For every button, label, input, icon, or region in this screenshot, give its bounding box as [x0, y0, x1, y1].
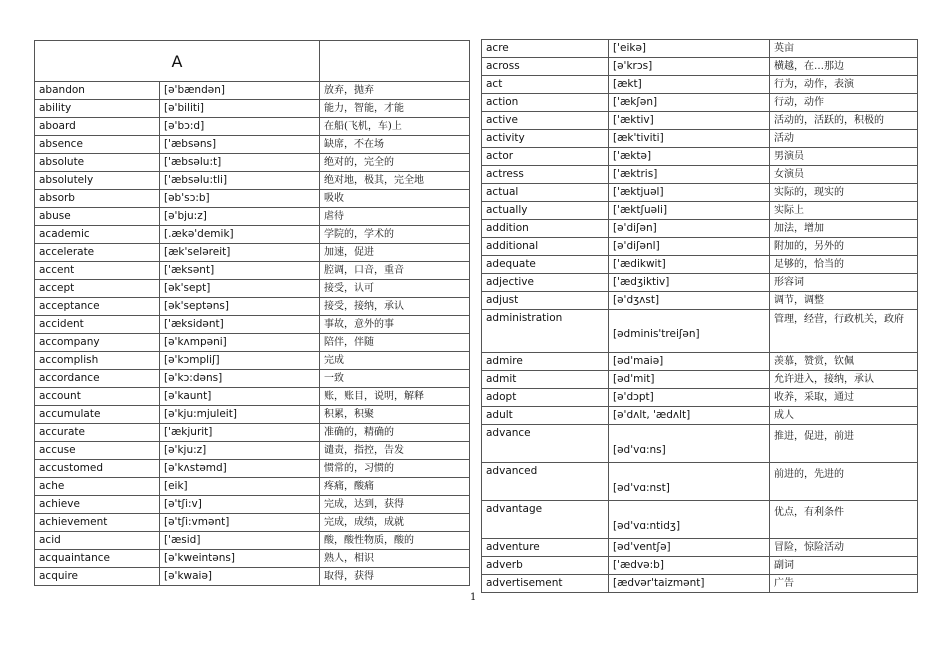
vocab-meaning: 允许进入，接纳，承认 [770, 371, 918, 389]
vocab-word: achievement [35, 514, 160, 532]
vocab-row [482, 40, 918, 58]
vocab-word: accompany [35, 334, 160, 352]
vocab-row [35, 208, 470, 226]
vocab-meaning: 事故，意外的事 [320, 316, 470, 334]
vocab-word: adjust [482, 292, 609, 310]
vocab-meaning: 前进的，先进的 [770, 463, 918, 501]
vocab-phonetic: ['ædʒiktiv] [609, 274, 770, 292]
vocab-meaning: 放弃，抛弃 [320, 82, 470, 100]
vocab-word: absence [35, 136, 160, 154]
vocab-row [35, 244, 470, 262]
vocab-word: admit [482, 371, 609, 389]
vocab-row [35, 154, 470, 172]
vocab-row [35, 388, 470, 406]
vocab-phonetic: ['æsid] [160, 532, 320, 550]
vocab-meaning: 接受，认可 [320, 280, 470, 298]
vocab-meaning: 惯常的，习惯的 [320, 460, 470, 478]
vocab-meaning: 横越，在…那边 [770, 58, 918, 76]
vocab-word: additional [482, 238, 609, 256]
vocab-word: advertisement [482, 575, 609, 593]
vocab-meaning: 加法，增加 [770, 220, 918, 238]
vocab-word: abuse [35, 208, 160, 226]
vocab-word: actual [482, 184, 609, 202]
vocab-phonetic: [ə'kʌstəmd] [160, 460, 320, 478]
vocab-meaning: 绝对地，极其，完全地 [320, 172, 470, 190]
vocab-meaning: 酸，酸性物质，酸的 [320, 532, 470, 550]
vocab-word: active [482, 112, 609, 130]
vocab-meaning: 管理，经营，行政机关，政府 [770, 310, 918, 353]
vocab-word: achieve [35, 496, 160, 514]
vocab-word: accomplish [35, 352, 160, 370]
vocab-meaning: 准确的，精确的 [320, 424, 470, 442]
vocab-word: accept [35, 280, 160, 298]
vocab-meaning: 能力，智能，才能 [320, 100, 470, 118]
vocab-meaning: 虐待 [320, 208, 470, 226]
vocab-phonetic: [eik] [160, 478, 320, 496]
vocab-row [35, 226, 470, 244]
vocab-row [482, 407, 918, 425]
vocab-meaning: 活动的，活跃的，积极的 [770, 112, 918, 130]
vocab-word: absorb [35, 190, 160, 208]
vocab-phonetic: [əd'maiə] [609, 353, 770, 371]
vocab-word: across [482, 58, 609, 76]
vocab-word: accuse [35, 442, 160, 460]
vocab-row [482, 166, 918, 184]
vocab-phonetic: ['eikə] [609, 40, 770, 58]
vocab-word: accelerate [35, 244, 160, 262]
vocab-row [482, 463, 918, 501]
vocab-row [35, 262, 470, 280]
vocab-row [35, 172, 470, 190]
vocab-word: ache [35, 478, 160, 496]
vocab-phonetic: [ə'bændən] [160, 82, 320, 100]
vocab-phonetic: [ə'bju:z] [160, 208, 320, 226]
vocab-row [35, 496, 470, 514]
vocab-meaning: 在船(飞机，车)上 [320, 118, 470, 136]
vocab-word: addition [482, 220, 609, 238]
vocab-meaning: 足够的，恰当的 [770, 256, 918, 274]
section-header-row [35, 41, 470, 82]
vocab-table-left [34, 40, 470, 586]
vocab-meaning: 女演员 [770, 166, 918, 184]
vocab-row [482, 130, 918, 148]
vocab-phonetic: [əd'vɑ:ntidʒ] [609, 501, 770, 539]
vocab-row [482, 238, 918, 256]
vocab-row [482, 76, 918, 94]
vocab-word: admire [482, 353, 609, 371]
vocab-word: adjective [482, 274, 609, 292]
vocab-meaning: 腔调，口音，重音 [320, 262, 470, 280]
vocab-phonetic: [ə'biliti] [160, 100, 320, 118]
vocab-phonetic: [ə'kwaiə] [160, 568, 320, 586]
vocab-phonetic: ['æktə] [609, 148, 770, 166]
vocab-phonetic: [ə'kɔ:dəns] [160, 370, 320, 388]
vocab-meaning: 缺席，不在场 [320, 136, 470, 154]
vocab-word: acquire [35, 568, 160, 586]
vocab-meaning: 调节，调整 [770, 292, 918, 310]
vocab-row [482, 292, 918, 310]
vocab-phonetic: [æk'tiviti] [609, 130, 770, 148]
vocab-meaning: 账，账目，说明，解释 [320, 388, 470, 406]
vocab-phonetic: [ə'kɔmpliʃ] [160, 352, 320, 370]
vocab-phonetic: [ædvər'taizmənt] [609, 575, 770, 593]
vocab-phonetic: [.ækə'demik] [160, 226, 320, 244]
vocab-phonetic: [ə'krɔs] [609, 58, 770, 76]
vocab-word: act [482, 76, 609, 94]
vocab-row [35, 568, 470, 586]
vocab-word: actor [482, 148, 609, 166]
vocab-phonetic: [əd'vɑ:nst] [609, 463, 770, 501]
vocab-meaning: 完成，成绩，成就 [320, 514, 470, 532]
vocab-row [35, 136, 470, 154]
vocab-phonetic: [əb'sɔ:b] [160, 190, 320, 208]
vocab-word: adverb [482, 557, 609, 575]
vocab-row [35, 334, 470, 352]
vocab-word: adequate [482, 256, 609, 274]
vocab-word: administration [482, 310, 609, 353]
vocab-phonetic: ['æksənt] [160, 262, 320, 280]
vocab-word: aboard [35, 118, 160, 136]
vocab-word: absolute [35, 154, 160, 172]
vocab-phonetic: [ə'bɔ:d] [160, 118, 320, 136]
vocab-meaning: 广告 [770, 575, 918, 593]
vocab-row [482, 310, 918, 353]
vocab-phonetic: ['æksidənt] [160, 316, 320, 334]
vocab-phonetic: ['ædvə:b] [609, 557, 770, 575]
vocab-phonetic: [əd'vɑ:ns] [609, 425, 770, 463]
vocab-phonetic: [ə'tʃi:vmənt] [160, 514, 320, 532]
vocab-word: activity [482, 130, 609, 148]
vocab-row [482, 112, 918, 130]
vocab-row [35, 442, 470, 460]
vocab-word: adventure [482, 539, 609, 557]
vocab-row [482, 539, 918, 557]
vocab-word: advanced [482, 463, 609, 501]
vocab-phonetic: [ə'kju:z] [160, 442, 320, 460]
vocab-row [482, 202, 918, 220]
vocab-phonetic: ['æktiv] [609, 112, 770, 130]
vocab-row [35, 550, 470, 568]
vocab-word: accustomed [35, 460, 160, 478]
vocab-row [482, 557, 918, 575]
vocab-phonetic: ['ækʃən] [609, 94, 770, 112]
vocab-meaning: 实际上 [770, 202, 918, 220]
vocab-meaning: 男演员 [770, 148, 918, 166]
vocab-meaning: 收养，采取，通过 [770, 389, 918, 407]
vocab-row [482, 184, 918, 202]
vocab-word: acre [482, 40, 609, 58]
vocab-phonetic: [ək'septəns] [160, 298, 320, 316]
vocab-row [482, 148, 918, 166]
vocab-phonetic: [ə'kweintəns] [160, 550, 320, 568]
vocab-row [35, 118, 470, 136]
vocab-row [35, 478, 470, 496]
vocab-row [35, 532, 470, 550]
header-empty-cell [320, 41, 470, 82]
vocab-phonetic: [ədminis'treiʃən] [609, 310, 770, 353]
vocab-phonetic: [əd'mit] [609, 371, 770, 389]
vocab-meaning: 加速，促进 [320, 244, 470, 262]
vocab-meaning: 羡慕，赞赏，钦佩 [770, 353, 918, 371]
vocab-meaning: 熟人，相识 [320, 550, 470, 568]
vocab-row [35, 370, 470, 388]
vocab-meaning: 一致 [320, 370, 470, 388]
vocab-meaning: 陪伴，伴随 [320, 334, 470, 352]
vocab-word: abandon [35, 82, 160, 100]
vocab-meaning: 活动 [770, 130, 918, 148]
vocab-word: actress [482, 166, 609, 184]
vocab-meaning: 绝对的，完全的 [320, 154, 470, 172]
vocab-meaning: 成人 [770, 407, 918, 425]
vocab-word: accumulate [35, 406, 160, 424]
vocab-row [482, 256, 918, 274]
vocab-word: accent [35, 262, 160, 280]
vocab-word: acceptance [35, 298, 160, 316]
vocab-word: acquaintance [35, 550, 160, 568]
vocab-word: academic [35, 226, 160, 244]
vocab-row [482, 353, 918, 371]
vocab-phonetic: [ækt] [609, 76, 770, 94]
vocab-meaning: 完成 [320, 352, 470, 370]
vocab-word: accident [35, 316, 160, 334]
vocab-word: advantage [482, 501, 609, 539]
vocab-row [482, 274, 918, 292]
vocab-word: account [35, 388, 160, 406]
vocab-row [35, 406, 470, 424]
vocab-phonetic: [ə'dʌlt, 'ædʌlt] [609, 407, 770, 425]
vocab-row [35, 190, 470, 208]
vocab-meaning: 附加的，另外的 [770, 238, 918, 256]
vocab-phonetic: [ə'kaunt] [160, 388, 320, 406]
vocab-phonetic: ['æktjuəl] [609, 184, 770, 202]
vocab-phonetic: ['æbsəlu:t] [160, 154, 320, 172]
vocab-row [35, 316, 470, 334]
vocab-phonetic: [əd'ventʃə] [609, 539, 770, 557]
vocab-meaning: 取得，获得 [320, 568, 470, 586]
vocab-phonetic: [ə'diʃənl] [609, 238, 770, 256]
vocab-row [35, 352, 470, 370]
section-letter: A [35, 41, 320, 82]
vocab-meaning: 行为，动作，表演 [770, 76, 918, 94]
vocab-word: ability [35, 100, 160, 118]
vocab-word: accordance [35, 370, 160, 388]
vocab-row [482, 58, 918, 76]
vocab-row [35, 100, 470, 118]
vocab-row [35, 424, 470, 442]
vocab-row [482, 94, 918, 112]
vocab-meaning: 疼痛，酸痛 [320, 478, 470, 496]
vocab-meaning: 实际的，现实的 [770, 184, 918, 202]
vocab-word: adult [482, 407, 609, 425]
vocab-word: acid [35, 532, 160, 550]
vocab-meaning: 积累，积聚 [320, 406, 470, 424]
vocab-meaning: 接受，接纳，承认 [320, 298, 470, 316]
vocab-word: action [482, 94, 609, 112]
vocab-phonetic: [ə'diʃən] [609, 220, 770, 238]
vocab-meaning: 优点，有利条件 [770, 501, 918, 539]
vocab-row [35, 514, 470, 532]
vocab-phonetic: [ə'kju:mjuleit] [160, 406, 320, 424]
vocab-row [482, 501, 918, 539]
vocab-meaning: 完成，达到，获得 [320, 496, 470, 514]
vocab-meaning: 行动，动作 [770, 94, 918, 112]
vocab-row [35, 298, 470, 316]
vocab-phonetic: ['ædikwit] [609, 256, 770, 274]
vocab-phonetic: ['æbsəlu:tli] [160, 172, 320, 190]
vocab-row [35, 280, 470, 298]
vocab-word: advance [482, 425, 609, 463]
vocab-phonetic: [ək'sept] [160, 280, 320, 298]
vocab-phonetic: [æk'seləreit] [160, 244, 320, 262]
vocab-word: actually [482, 202, 609, 220]
vocab-row [35, 460, 470, 478]
vocab-word: absolutely [35, 172, 160, 190]
vocab-phonetic: [ə'dʒʌst] [609, 292, 770, 310]
vocab-meaning: 冒险，惊险活动 [770, 539, 918, 557]
vocab-meaning: 推进，促进，前进 [770, 425, 918, 463]
vocab-row [35, 82, 470, 100]
vocab-phonetic: [ə'tʃi:v] [160, 496, 320, 514]
vocab-row [482, 220, 918, 238]
vocab-phonetic: ['æktʃuəli] [609, 202, 770, 220]
vocab-word: adopt [482, 389, 609, 407]
vocab-meaning: 形容词 [770, 274, 918, 292]
vocab-row [482, 371, 918, 389]
vocab-meaning: 副词 [770, 557, 918, 575]
vocab-phonetic: [ə'kʌmpəni] [160, 334, 320, 352]
vocab-phonetic: ['æktris] [609, 166, 770, 184]
vocab-row [482, 575, 918, 593]
vocab-row [482, 389, 918, 407]
vocab-phonetic: [ə'dɔpt] [609, 389, 770, 407]
vocab-meaning: 学院的，学术的 [320, 226, 470, 244]
vocab-phonetic: ['ækjurit] [160, 424, 320, 442]
vocab-word: accurate [35, 424, 160, 442]
vocab-meaning: 谴责，指控，告发 [320, 442, 470, 460]
page-number: 1 [470, 592, 477, 603]
vocab-meaning: 英亩 [770, 40, 918, 58]
vocab-table-right [481, 39, 918, 593]
vocab-row [482, 425, 918, 463]
vocab-meaning: 吸收 [320, 190, 470, 208]
vocab-phonetic: ['æbsəns] [160, 136, 320, 154]
